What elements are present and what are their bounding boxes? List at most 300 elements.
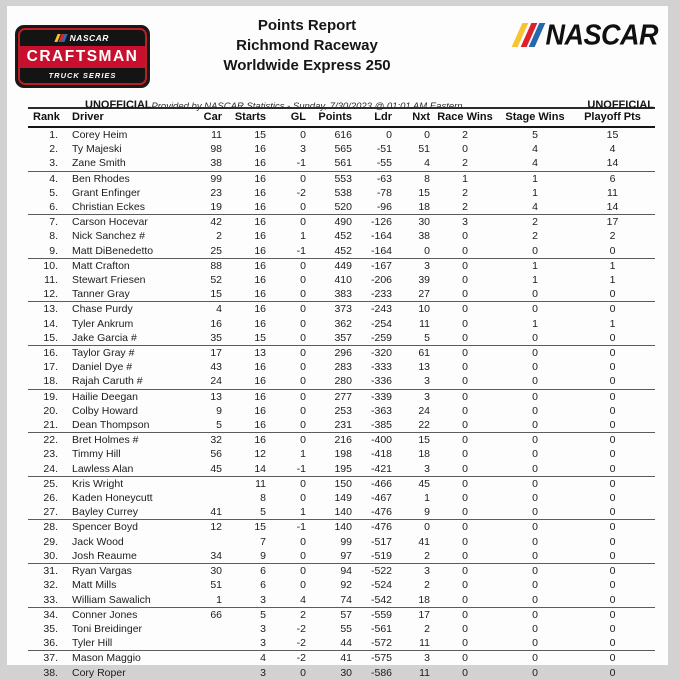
cell-starts: 16 — [254, 172, 266, 185]
cell-nxt: 18 — [392, 593, 430, 608]
cell-race-wins: 0 — [430, 505, 500, 520]
cell-stage-wins: 0 — [500, 244, 570, 259]
cell-starts: 16 — [254, 390, 266, 403]
cell-nxt: 11 — [419, 317, 430, 330]
cell-playoff-pts: 0 — [609, 535, 616, 548]
cell-rank: 5. — [49, 186, 58, 199]
cell-playoff-pts: 0 — [609, 492, 616, 505]
cell-starts: 5 — [260, 608, 266, 621]
cell-car — [180, 476, 222, 491]
table-row — [28, 505, 655, 520]
cell-starts: 16 — [254, 317, 266, 330]
cell-rank: 36. — [28, 636, 60, 651]
cell-nxt: 30 — [418, 216, 430, 229]
cell-driver: Hailie Deegan — [72, 390, 138, 403]
table-row — [28, 374, 655, 389]
cell-points: 195 — [306, 462, 352, 477]
cell-driver: Tyler Hill — [60, 636, 180, 651]
cell-driver: Daniel Dye # — [72, 361, 133, 374]
cell-driver: Kris Wright — [72, 477, 124, 490]
cell-nxt: 15 — [418, 434, 430, 447]
cell-points: 150 — [334, 477, 352, 490]
cell-starts: 9 — [222, 549, 266, 564]
cell-playoff-pts: 15 — [606, 129, 619, 141]
cell-car: 34 — [180, 549, 222, 564]
cell-points: 57 — [340, 608, 352, 621]
cell-rank: 29. — [43, 535, 58, 548]
cell-gl: 0 — [300, 216, 306, 229]
cell-car: 52 — [210, 274, 222, 287]
cell-nxt: 18 — [392, 200, 430, 215]
cell-stage-wins: 0 — [532, 492, 538, 505]
cell-car: 30 — [210, 565, 222, 578]
cell-nxt: 0 — [424, 521, 430, 534]
cell-starts: 16 — [222, 418, 266, 433]
cell-gl: 0 — [300, 434, 306, 447]
cell-playoff-pts: 0 — [609, 361, 616, 374]
cell-stage-wins: 0 — [532, 521, 538, 534]
cell-nxt: 39 — [418, 274, 430, 287]
cell-nxt: 2 — [392, 549, 430, 564]
cell-points: 538 — [334, 186, 352, 199]
cell-starts: 16 — [222, 287, 266, 302]
cell-driver: Bret Holmes # — [72, 434, 139, 447]
cell-race-wins: 0 — [430, 287, 500, 302]
cell-ldr: -586 — [370, 666, 392, 679]
cell-driver: Spencer Boyd — [72, 521, 138, 534]
cell-nxt: 17 — [418, 608, 430, 621]
cell-ldr: -339 — [370, 390, 392, 403]
cell-nxt: 11 — [419, 666, 430, 679]
cell-points: 383 — [306, 287, 352, 302]
table-row — [28, 622, 655, 636]
cell-rank: 6. — [28, 200, 60, 215]
cell-ldr: -254 — [370, 317, 392, 330]
cell-points: 94 — [340, 565, 352, 578]
cell-gl: 0 — [266, 418, 306, 433]
cell-ldr: -467 — [370, 492, 392, 505]
cell-race-wins: 0 — [462, 565, 468, 578]
table-row — [28, 200, 655, 215]
cell-points: 231 — [306, 418, 352, 433]
cell-gl: 0 — [266, 200, 306, 215]
cell-stage-wins: 0 — [500, 462, 570, 477]
cell-ldr: -476 — [370, 521, 392, 534]
report-title-line3: Worldwide Express 250 — [223, 57, 391, 74]
cell-stage-wins: 0 — [500, 549, 570, 564]
cell-points: 44 — [306, 636, 352, 651]
cell-nxt: 1 — [424, 492, 430, 505]
cell-stage-wins: 0 — [500, 418, 570, 433]
cell-driver: William Sawalich — [60, 593, 180, 608]
cell-driver: Conner Jones — [72, 608, 138, 621]
report-title-line2: Richmond Raceway — [236, 37, 378, 54]
cell-car — [180, 622, 222, 636]
column-header-race-wins: Race Wins — [430, 108, 500, 127]
cell-playoff-pts: 0 — [609, 434, 616, 447]
cell-gl: -1 — [296, 521, 306, 534]
cell-ldr: -63 — [376, 172, 392, 185]
cell-nxt: 3 — [424, 390, 430, 403]
cell-stage-wins: 0 — [532, 565, 538, 578]
cell-points: 74 — [306, 593, 352, 608]
cell-driver: Toni Breidinger — [72, 622, 143, 635]
cell-car: 51 — [210, 579, 222, 592]
cell-starts: 16 — [254, 274, 266, 287]
cell-starts: 3 — [260, 622, 266, 635]
cell-race-wins: 0 — [462, 492, 468, 505]
cell-car: 66 — [210, 608, 222, 621]
cell-driver: Cory Roper — [72, 666, 126, 679]
cell-driver: Ryan Vargas — [72, 565, 132, 578]
cell-rank: 15. — [28, 331, 60, 346]
cell-playoff-pts: 0 — [570, 287, 655, 302]
cell-gl: -1 — [266, 156, 306, 171]
cell-car: 12 — [210, 521, 222, 534]
cell-car: 15 — [180, 287, 222, 302]
table-row — [28, 447, 655, 461]
cell-stage-wins: 0 — [532, 390, 538, 403]
cell-stage-wins: 4 — [500, 156, 570, 171]
cell-stage-wins: 0 — [532, 608, 538, 621]
cell-stage-wins: 0 — [532, 666, 538, 679]
cell-car: 16 — [210, 317, 222, 330]
cell-car: 5 — [180, 418, 222, 433]
cell-ldr: -164 — [370, 230, 392, 243]
cell-gl: 0 — [300, 347, 306, 360]
cell-nxt: 51 — [418, 143, 430, 156]
cell-starts: 7 — [260, 535, 266, 548]
cell-starts: 11 — [255, 477, 266, 490]
cell-ldr: -126 — [370, 216, 392, 229]
cell-playoff-pts: 0 — [609, 303, 616, 316]
cell-nxt: 3 — [424, 565, 430, 578]
cell-race-wins: 0 — [462, 579, 468, 592]
table-row — [28, 302, 655, 317]
cell-gl: 0 — [300, 565, 306, 578]
cell-nxt: 9 — [392, 505, 430, 520]
cell-race-wins: 0 — [462, 434, 468, 447]
cell-car — [180, 666, 222, 680]
cell-race-wins: 0 — [462, 521, 468, 534]
cell-points: 357 — [306, 331, 352, 346]
cell-gl: -1 — [266, 462, 306, 477]
table-row — [28, 636, 655, 651]
cell-race-wins: 0 — [462, 259, 468, 272]
cell-points: 280 — [306, 374, 352, 389]
cell-points: 490 — [334, 216, 352, 229]
cell-stage-wins: 0 — [532, 579, 538, 592]
cell-gl: 0 — [300, 666, 306, 679]
cell-stage-wins: 0 — [532, 448, 538, 461]
cell-nxt: 3 — [424, 652, 430, 665]
cell-driver: Rajah Caruth # — [60, 374, 180, 389]
cell-rank: 27. — [28, 505, 60, 520]
cell-rank: 32. — [43, 579, 58, 592]
cell-nxt: 18 — [418, 448, 430, 461]
cell-starts: 13 — [254, 347, 266, 360]
points-table — [28, 107, 655, 680]
provided-by-line: Provided by NASCAR Statistics - Sunday, 7/30/2023 @ 01:01 AM Eastern — [151, 101, 463, 112]
cell-playoff-pts: 17 — [606, 216, 619, 229]
cell-points: 520 — [306, 200, 352, 215]
cell-gl: 0 — [266, 549, 306, 564]
cell-points: 452 — [306, 244, 352, 259]
cell-gl: 0 — [300, 274, 306, 287]
cell-stage-wins: 0 — [532, 535, 538, 548]
cell-driver: Matt Mills — [72, 579, 117, 592]
cell-race-wins: 0 — [462, 303, 468, 316]
cell-nxt: 13 — [418, 361, 430, 374]
cell-car: 88 — [210, 259, 222, 272]
cell-stage-wins: 0 — [500, 374, 570, 389]
table-row — [28, 476, 655, 491]
cell-driver: Zane Smith — [60, 156, 180, 171]
table-row — [28, 666, 655, 680]
cell-points: 216 — [334, 434, 352, 447]
cell-points: 97 — [306, 549, 352, 564]
table-row — [28, 317, 655, 331]
table-row — [28, 360, 655, 374]
cell-driver: Stewart Friesen — [72, 274, 146, 287]
table-row — [28, 127, 655, 142]
cell-driver: Nick Sanchez # — [72, 230, 145, 243]
cell-driver: Bayley Currey — [60, 505, 180, 520]
table-row — [28, 273, 655, 287]
cell-race-wins: 0 — [430, 593, 500, 608]
cell-car: 13 — [210, 390, 222, 403]
cell-starts: 16 — [222, 200, 266, 215]
cell-driver: Colby Howard — [72, 404, 138, 417]
cell-race-wins: 1 — [462, 172, 468, 185]
cell-gl: 0 — [266, 331, 306, 346]
cell-rank: 3. — [28, 156, 60, 171]
cell-stage-wins: 2 — [532, 230, 538, 243]
cell-race-wins: 0 — [462, 608, 468, 621]
cell-starts: 3 — [222, 636, 266, 651]
cell-driver: Ben Rhodes — [72, 172, 130, 185]
cell-playoff-pts: 1 — [609, 317, 616, 330]
cell-ldr: -421 — [352, 462, 392, 477]
cell-starts: 3 — [260, 666, 266, 679]
cell-ldr: -385 — [352, 418, 392, 433]
cell-starts: 16 — [222, 374, 266, 389]
cell-driver: Josh Reaume — [60, 549, 180, 564]
cell-nxt: 45 — [418, 477, 430, 490]
cell-rank: 4. — [49, 172, 58, 185]
column-header-car: Car — [180, 108, 222, 127]
cell-starts: 6 — [260, 565, 266, 578]
cell-rank: 26. — [43, 492, 58, 505]
cell-nxt: 27 — [392, 287, 430, 302]
cell-starts: 15 — [254, 129, 266, 141]
cell-driver: Matt Crafton — [72, 259, 130, 272]
cell-stage-wins: 1 — [532, 317, 538, 330]
cell-nxt: 0 — [392, 244, 430, 259]
cell-points: 296 — [334, 347, 352, 360]
cell-nxt: 2 — [424, 622, 430, 635]
cell-car: 35 — [180, 331, 222, 346]
table-row — [28, 578, 655, 592]
table-row — [28, 258, 655, 273]
cell-driver: Ty Majeski — [72, 143, 122, 156]
cell-ldr: -243 — [370, 303, 392, 316]
cell-rank: 9. — [28, 244, 60, 259]
cell-playoff-pts: 1 — [609, 259, 616, 272]
cell-driver: Jack Wood — [72, 535, 124, 548]
cell-stage-wins: 0 — [532, 347, 538, 360]
cell-points: 565 — [334, 143, 352, 156]
cell-points: 253 — [334, 404, 352, 417]
cell-playoff-pts: 0 — [570, 244, 655, 259]
cell-car: 11 — [211, 129, 222, 141]
cell-rank: 17. — [43, 361, 58, 374]
cell-driver: Christian Eckes — [60, 200, 180, 215]
meta-row — [7, 99, 668, 115]
cell-ldr: -519 — [352, 549, 392, 564]
craftsman-logo-nascar-text: NASCAR — [69, 33, 109, 43]
cell-race-wins: 0 — [462, 274, 468, 287]
cell-ldr: -575 — [370, 652, 392, 665]
table-row — [28, 549, 655, 564]
cell-playoff-pts: 0 — [570, 505, 655, 520]
table-row — [28, 433, 655, 448]
cell-points: 452 — [334, 230, 352, 243]
cell-rank: 1. — [49, 129, 58, 141]
cell-points: 277 — [334, 390, 352, 403]
cell-ldr: -522 — [370, 565, 392, 578]
cell-race-wins: 0 — [462, 404, 468, 417]
cell-starts: 16 — [254, 216, 266, 229]
cell-playoff-pts: 0 — [609, 622, 616, 635]
cell-race-wins: 0 — [462, 347, 468, 360]
cell-nxt: 2 — [424, 579, 430, 592]
cell-starts: 16 — [254, 361, 266, 374]
cell-starts: 15 — [222, 331, 266, 346]
cell-car: 24 — [180, 374, 222, 389]
cell-starts: 16 — [222, 244, 266, 259]
table-row — [28, 462, 655, 477]
cell-stage-wins: 5 — [532, 129, 538, 141]
cell-race-wins: 0 — [462, 477, 468, 490]
cell-race-wins: 2 — [462, 186, 468, 199]
cell-car: 41 — [180, 505, 222, 520]
cell-gl: 0 — [266, 374, 306, 389]
table-row — [28, 607, 655, 622]
cell-race-wins: 2 — [430, 200, 500, 215]
cell-rank: 18. — [28, 374, 60, 389]
cell-driver: Timmy Hill — [72, 448, 121, 461]
column-header-driver: Driver — [60, 108, 180, 127]
cell-driver: Taylor Gray # — [72, 347, 135, 360]
cell-rank: 2. — [49, 143, 58, 156]
table-row — [28, 535, 655, 549]
cell-points: 616 — [334, 129, 352, 141]
cell-rank: 24. — [28, 462, 60, 477]
cell-race-wins: 0 — [430, 636, 500, 651]
cell-car: 32 — [210, 434, 222, 447]
cell-playoff-pts: 6 — [609, 172, 616, 185]
cell-points: 99 — [340, 535, 352, 548]
cell-car — [180, 651, 222, 666]
cell-points: 553 — [334, 172, 352, 185]
cell-points: 41 — [340, 652, 352, 665]
report-title-line1: Points Report — [257, 17, 357, 34]
cell-driver: Dean Thompson — [60, 418, 180, 433]
cell-nxt: 24 — [418, 404, 430, 417]
cell-starts: 16 — [254, 186, 266, 199]
cell-gl: 0 — [300, 317, 306, 330]
cell-ldr: -233 — [352, 287, 392, 302]
cell-ldr: -476 — [352, 505, 392, 520]
cell-nxt: 4 — [392, 156, 430, 171]
cell-gl: 0 — [300, 535, 306, 548]
table-row — [28, 404, 655, 418]
cell-playoff-pts: 0 — [609, 565, 616, 578]
cell-race-wins: 0 — [462, 448, 468, 461]
cell-rank: 21. — [28, 418, 60, 433]
cell-driver: Tanner Gray — [60, 287, 180, 302]
column-header-nxt: Nxt — [392, 108, 430, 127]
cell-starts: 16 — [254, 259, 266, 272]
cell-ldr: -336 — [352, 374, 392, 389]
cell-car: 45 — [180, 462, 222, 477]
cell-playoff-pts: 0 — [609, 652, 616, 665]
cell-playoff-pts: 2 — [609, 230, 616, 243]
cell-playoff-pts: 1 — [609, 274, 616, 287]
cell-starts: 16 — [254, 303, 266, 316]
cell-race-wins: 0 — [462, 622, 468, 635]
cell-ldr: -51 — [376, 143, 392, 156]
cell-playoff-pts: 11 — [607, 186, 618, 199]
cell-gl: -2 — [296, 622, 306, 635]
report-header — [7, 6, 668, 112]
cell-race-wins: 0 — [430, 418, 500, 433]
column-header-stage-wins: Stage Wins — [500, 108, 570, 127]
cell-points: 55 — [340, 622, 352, 635]
cell-playoff-pts: 0 — [609, 448, 616, 461]
cell-playoff-pts: 0 — [609, 390, 616, 403]
cell-car: 56 — [210, 448, 222, 461]
column-header-gl: GL — [266, 108, 306, 127]
cell-car: 2 — [216, 230, 222, 243]
cell-gl: 4 — [266, 593, 306, 608]
column-header-rank: Rank — [28, 108, 60, 127]
table-row — [28, 142, 655, 156]
cell-stage-wins: 0 — [532, 652, 538, 665]
cell-car: 23 — [210, 186, 222, 199]
cell-rank: 19. — [43, 390, 58, 403]
cell-rank: 28. — [43, 521, 58, 534]
cell-starts: 5 — [222, 505, 266, 520]
cell-nxt: 61 — [418, 347, 430, 360]
cell-gl: 0 — [300, 404, 306, 417]
report-page — [7, 6, 668, 679]
cell-stage-wins: 0 — [532, 477, 538, 490]
cell-gl: 0 — [300, 259, 306, 272]
cell-car: 1 — [180, 593, 222, 608]
cell-stage-wins: 0 — [532, 303, 538, 316]
cell-gl: 3 — [300, 143, 306, 156]
cell-car: 38 — [180, 156, 222, 171]
cell-rank: 25. — [43, 477, 58, 490]
cell-nxt: 41 — [418, 535, 430, 548]
cell-stage-wins: 1 — [532, 274, 538, 287]
cell-points: 198 — [334, 448, 352, 461]
cell-stage-wins: 0 — [500, 287, 570, 302]
cell-rank: 12. — [28, 287, 60, 302]
cell-race-wins: 0 — [462, 361, 468, 374]
